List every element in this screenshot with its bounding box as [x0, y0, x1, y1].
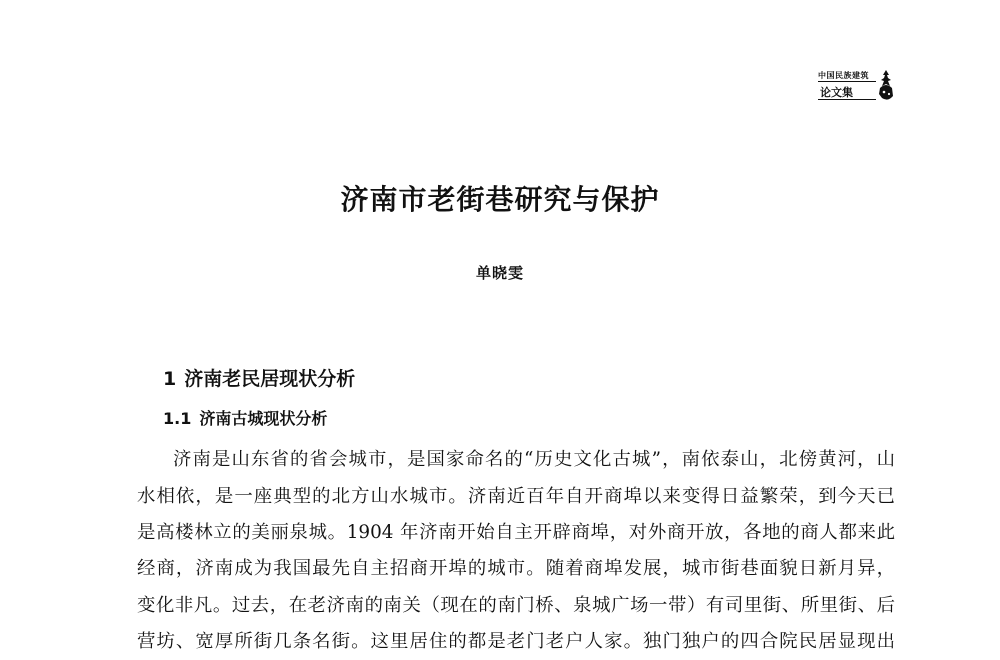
article-author: 单晓雯: [475, 264, 524, 282]
collection-label: 论文集: [820, 86, 853, 99]
section-heading-text: 济南老民居现状分析: [184, 368, 356, 390]
subsection-heading-text: 济南古城现状分析: [199, 409, 328, 428]
body-line: 水相依，是一座典型的北方山水城市。济南近百年自开商埠以来变得日益繁荣，到今天已: [137, 486, 895, 507]
section-heading: [163, 364, 355, 391]
logo-divider: [818, 81, 876, 82]
article-title: 济南市老街巷研究与保护: [340, 183, 660, 216]
body-line: 济南是山东省的省会城市，是国家命名的“历史文化古城”，南依泰山，北傍黄河，山: [173, 449, 895, 470]
series-logo: [818, 68, 898, 108]
body-line: 经商，济南成为我国最先自主招商开埠的城市。随着商埠发展，城市街巷面貌日新月异，: [137, 558, 895, 579]
body-line: 变化非凡。过去，在老济南的南关（现在的南门桥、泉城广场一带）有司里街、所里街、后: [137, 595, 895, 616]
logo-divider-bottom: [818, 99, 876, 100]
series-title: 中国民族建筑: [818, 71, 869, 80]
body-line: 是高楼林立的美丽泉城。1904 年济南开始自主开辟商埠，对外商开放，各地的商人都来此: [137, 522, 895, 543]
body-line: 营坊、宽厚所街几条名街。这里居住的都是老门老户人家。独门独户的四合院民居显现出: [137, 631, 895, 652]
section-number: 1: [163, 368, 177, 390]
pagoda-emblem-icon: [876, 68, 896, 104]
subsection-number: 1.1: [163, 409, 192, 428]
subsection-heading: [163, 406, 327, 429]
